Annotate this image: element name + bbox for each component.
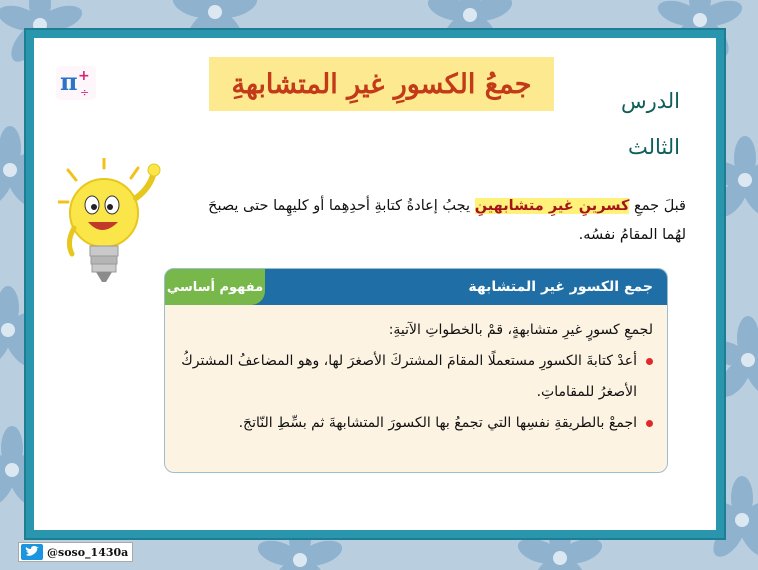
intro-highlight: كسرينِ غيرِ متشابهينِ <box>474 198 630 214</box>
key-concept-tag: مفهوم أساسي <box>165 269 265 305</box>
concept-title: جمع الكسور غير المتشابهة <box>468 279 653 295</box>
lesson-label-line1: الدرس <box>620 89 680 113</box>
lesson-slide <box>26 30 724 538</box>
concept-body <box>165 305 667 439</box>
intro-text-after: يجبُ إعادةُ كتابةِ أحدِهِما أو كليهِما حتى يصبحَ لهُما المقامُ نفسُه. <box>208 198 686 243</box>
svg-text:÷: ÷ <box>80 86 90 99</box>
intro-text-before: قبلَ جمعِ <box>629 198 686 214</box>
svg-text:+: + <box>78 68 90 84</box>
lesson-number <box>621 78 680 170</box>
steps-list <box>179 346 653 439</box>
lesson-title: جمعُ الكسورِ غيرِ المتشابهةِ <box>231 68 532 100</box>
svg-text:π: π <box>60 67 78 96</box>
step-item: اجمعْ بالطريقةِ نفسِها التي تجمعُ بها الكسورَ المتشابهةَ ثم بسِّطِ النّاتجَ. <box>179 408 653 439</box>
lesson-label-line2: الثالث <box>628 135 680 159</box>
concept-lead: لجمعِ كسورٍ غيرِ متشابهةٍ، قمْ بالخطواتِ الآتيةِ: <box>388 322 653 338</box>
step-item: أعدْ كتابةَ الكسورِ مستعملًا المقامَ المشتركَ الأصغرَ لها، وهو المضاعفُ المشتركُ الأصغرُ للمقاماتِ. <box>179 346 653 408</box>
concept-header <box>165 269 667 305</box>
twitter-bird-icon <box>21 544 43 560</box>
math-logo-icon <box>54 60 98 104</box>
key-concept-box <box>164 268 668 473</box>
author-handle: @soso_1430a <box>47 545 129 559</box>
lightbulb-mascot-icon <box>58 158 162 293</box>
intro-paragraph <box>184 192 686 250</box>
lesson-title-banner <box>209 57 554 111</box>
author-credit <box>18 542 133 562</box>
